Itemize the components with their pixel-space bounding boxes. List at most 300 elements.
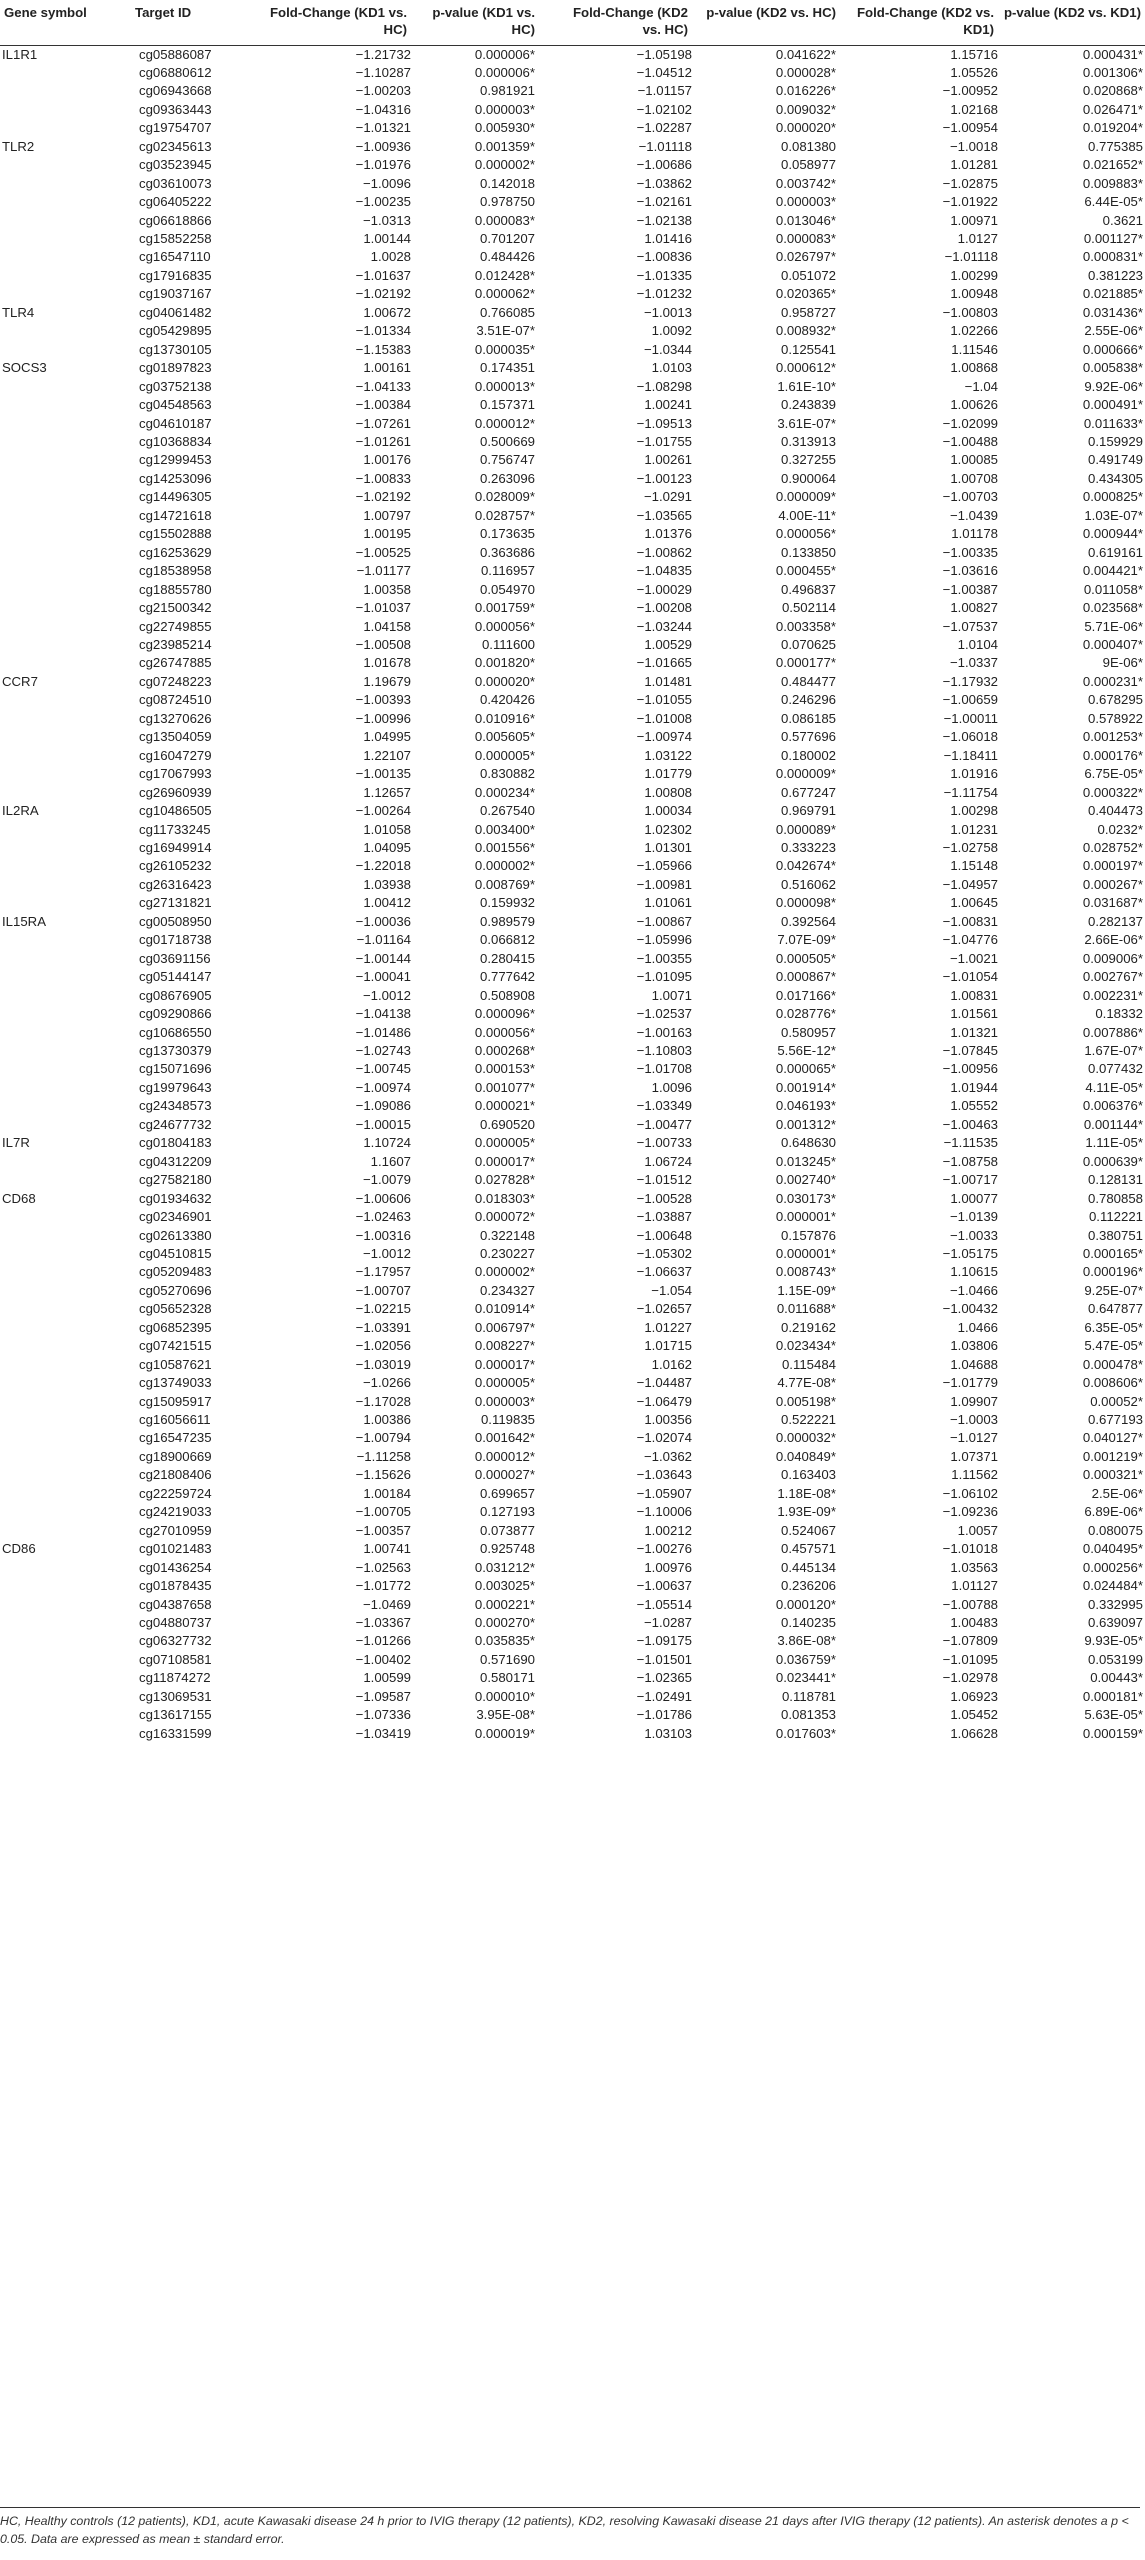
target-id-cell: cg05429895 xyxy=(139,323,212,339)
fold-change-kd2-hc-cell: −1.00637 xyxy=(636,1578,692,1594)
target-id-cell: cg18538958 xyxy=(139,563,212,579)
p-value-kd2-kd1-cell: 0.005838* xyxy=(1082,360,1143,376)
fold-change-kd2-kd1-cell: −1.0021 xyxy=(949,950,998,966)
fold-change-kd2-hc-cell: −1.0291 xyxy=(643,489,692,505)
fold-change-kd1-hc-cell: −1.02215 xyxy=(355,1301,411,1317)
target-id-cell: cg19979643 xyxy=(139,1079,212,1095)
fold-change-kd2-hc-cell: −1.00648 xyxy=(636,1227,692,1243)
p-value-kd1-hc-cell: 0.001759* xyxy=(474,600,535,616)
target-id-cell: cg08724510 xyxy=(139,692,212,708)
gene-symbol-cell xyxy=(0,1024,131,1042)
p-value-kd2-kd1-cell: 1.11E-05* xyxy=(1085,1135,1143,1151)
fold-change-kd2-kd1-cell: 1.00626 xyxy=(950,397,998,413)
p-value-kd2-hc-cell: 0.000001* xyxy=(775,1209,836,1225)
p-value-kd2-hc-cell: 0.011688* xyxy=(776,1301,836,1317)
p-value-kd2-kd1-cell: 0.619161 xyxy=(1087,544,1143,560)
target-id-cell: cg26960939 xyxy=(139,784,212,800)
gene-symbol-cell xyxy=(0,1596,131,1614)
p-value-kd1-hc-cell: 0.690520 xyxy=(479,1116,535,1132)
table-row xyxy=(0,359,1145,377)
fold-change-kd1-hc-cell: 1.04158 xyxy=(363,618,411,634)
gene-symbol-cell: CD68 xyxy=(2,1190,36,1206)
target-id-cell: cg06880612 xyxy=(139,64,212,80)
p-value-kd1-hc-cell: 0.005930* xyxy=(474,120,535,136)
fold-change-kd2-kd1-cell: 1.0104 xyxy=(957,637,998,652)
table-row xyxy=(0,1448,1145,1466)
fold-change-kd2-hc-cell: −1.00355 xyxy=(636,950,692,966)
target-id-cell: cg02345613 xyxy=(139,138,212,154)
gene-symbol-cell xyxy=(0,507,131,525)
table-row xyxy=(0,1503,1145,1521)
p-value-kd1-hc-cell: 0.699657 xyxy=(479,1485,535,1501)
p-value-kd1-hc-cell: 0.159932 xyxy=(479,895,535,911)
table-row xyxy=(0,1116,1145,1134)
table-row xyxy=(0,212,1145,230)
fold-change-kd2-hc-cell: −1.05302 xyxy=(636,1245,692,1261)
target-id-cell: cg08676905 xyxy=(139,987,212,1003)
target-id-cell: cg11874272 xyxy=(139,1670,211,1686)
fold-change-kd2-hc-cell: −1.05996 xyxy=(636,932,692,948)
p-value-kd2-hc-cell: 0.003358* xyxy=(775,618,836,634)
p-value-kd2-hc-cell: 0.000003* xyxy=(775,194,836,210)
fold-change-kd2-hc-cell: −1.02365 xyxy=(636,1670,692,1686)
p-value-kd2-kd1-cell: 2.5E-06* xyxy=(1091,1485,1143,1501)
p-value-kd1-hc-cell: 3.51E-07* xyxy=(476,323,535,339)
fold-change-kd1-hc-cell: −1.00357 xyxy=(355,1522,411,1538)
fold-change-kd1-hc-cell: −1.00015 xyxy=(355,1116,411,1132)
fold-change-kd2-hc-cell: −1.03244 xyxy=(636,618,692,634)
fold-change-kd2-hc-cell: −1.0013 xyxy=(643,304,692,320)
target-id-cell: cg16547235 xyxy=(139,1430,212,1446)
fold-change-kd2-kd1-cell: −1.08758 xyxy=(942,1153,998,1169)
fold-change-kd2-hc-cell: 1.00976 xyxy=(644,1559,692,1575)
fold-change-kd2-hc-cell: −1.00686 xyxy=(636,157,692,173)
target-id-cell: cg05209483 xyxy=(139,1264,212,1280)
fold-change-kd2-hc-cell: −1.00974 xyxy=(636,729,692,745)
fold-change-kd2-hc-cell: −1.09513 xyxy=(636,415,692,431)
target-id-cell: cg23985214 xyxy=(139,637,212,652)
gene-symbol-cell xyxy=(0,82,131,100)
p-value-kd2-hc-cell: 0.023434* xyxy=(775,1338,836,1354)
p-value-kd2-kd1-cell: 0.128131 xyxy=(1087,1172,1143,1188)
fold-change-kd2-hc-cell: −1.00836 xyxy=(636,249,692,265)
fold-change-kd2-hc-cell: −1.03862 xyxy=(636,175,692,191)
p-value-kd2-hc-cell: 0.000089* xyxy=(775,821,836,837)
target-id-cell: cg03691156 xyxy=(139,950,211,966)
fold-change-kd1-hc-cell: 1.00161 xyxy=(363,360,411,376)
fold-change-kd1-hc-cell: −1.00203 xyxy=(355,83,411,99)
p-value-kd1-hc-cell: 0.001359* xyxy=(474,138,535,154)
gene-symbol-cell xyxy=(0,636,131,654)
gene-symbol-cell xyxy=(0,1042,131,1060)
p-value-kd2-hc-cell: 0.577696 xyxy=(780,729,836,745)
target-id-cell: cg27131821 xyxy=(139,895,212,911)
table-row xyxy=(0,45,1145,64)
p-value-kd2-kd1-cell: 0.677193 xyxy=(1087,1412,1143,1428)
fold-change-kd2-hc-cell: −1.01755 xyxy=(636,434,692,450)
target-id-cell: cg01804183 xyxy=(139,1135,212,1151)
fold-change-kd2-hc-cell: 1.0092 xyxy=(651,323,692,339)
fold-change-kd1-hc-cell: −1.17028 xyxy=(355,1393,411,1409)
fold-change-kd1-hc-cell: −1.00794 xyxy=(355,1430,411,1446)
p-value-kd2-hc-cell: 0.036759* xyxy=(775,1651,836,1667)
p-value-kd2-kd1-cell: 0.011058* xyxy=(1083,581,1143,597)
fold-change-kd2-hc-cell: 1.03103 xyxy=(644,1725,692,1741)
target-id-cell: cg16253629 xyxy=(139,544,212,560)
p-value-kd2-hc-cell: 0.051072 xyxy=(780,267,836,283)
target-id-cell: cg01021483 xyxy=(139,1541,212,1557)
fold-change-kd1-hc-cell: −1.00393 xyxy=(355,692,411,708)
p-value-kd2-kd1-cell: 0.000231* xyxy=(1082,673,1143,689)
gene-symbol-cell xyxy=(0,1208,131,1226)
p-value-kd2-kd1-cell: 0.023568* xyxy=(1082,600,1143,616)
target-id-cell: cg17067993 xyxy=(139,766,212,782)
fold-change-kd2-kd1-cell: 1.01321 xyxy=(950,1024,998,1040)
fold-change-kd2-hc-cell: −1.10803 xyxy=(636,1042,692,1058)
gene-symbol-cell xyxy=(0,1706,131,1724)
p-value-kd1-hc-cell: 0.000027* xyxy=(474,1467,535,1483)
p-value-kd1-hc-cell: 0.363686 xyxy=(479,544,535,560)
gene-symbol-cell xyxy=(0,1116,131,1134)
table-row xyxy=(0,1319,1145,1337)
fold-change-kd2-hc-cell: 1.0096 xyxy=(651,1079,692,1095)
table-row xyxy=(0,101,1145,119)
fold-change-kd2-kd1-cell: 1.01231 xyxy=(950,821,998,837)
fold-change-kd2-hc-cell: −1.00276 xyxy=(636,1541,692,1557)
fold-change-kd1-hc-cell: −1.01177 xyxy=(356,563,411,579)
table-row xyxy=(0,1227,1145,1245)
fold-change-kd1-hc-cell: −1.11258 xyxy=(356,1448,411,1464)
gene-symbol-cell xyxy=(0,857,131,875)
table-row xyxy=(0,1559,1145,1577)
fold-change-kd2-kd1-cell: −1.01018 xyxy=(942,1541,998,1557)
fold-change-kd2-kd1-cell: 1.0057 xyxy=(957,1522,998,1538)
p-value-kd2-hc-cell: 0.017603* xyxy=(775,1725,836,1741)
p-value-kd2-hc-cell: 0.246296 xyxy=(780,692,836,708)
p-value-kd2-kd1-cell: 0.000831* xyxy=(1082,249,1143,265)
fold-change-kd1-hc-cell: 1.01058 xyxy=(363,821,411,837)
p-value-kd2-hc-cell: 4.77E-08* xyxy=(777,1375,836,1391)
header-p-kd2-hc: p-value (KD2 vs. HC) xyxy=(706,5,836,20)
gene-symbol-cell xyxy=(0,451,131,469)
fold-change-kd2-kd1-cell: −1.0127 xyxy=(949,1430,998,1446)
target-id-cell: cg06943668 xyxy=(139,83,212,99)
fold-change-kd1-hc-cell: −1.00606 xyxy=(355,1190,411,1206)
p-value-kd1-hc-cell: 0.000013* xyxy=(474,378,535,394)
p-value-kd2-kd1-cell: 9.92E-06* xyxy=(1084,378,1143,394)
target-id-cell: cg17916835 xyxy=(139,267,212,283)
fold-change-kd2-kd1-cell: −1.04 xyxy=(964,378,998,394)
p-value-kd2-hc-cell: 0.000009* xyxy=(775,489,836,505)
fold-change-kd2-kd1-cell: 1.01561 xyxy=(950,1006,998,1022)
p-value-kd2-kd1-cell: 0.002231* xyxy=(1082,987,1143,1003)
table-row xyxy=(0,1466,1145,1484)
table-row xyxy=(0,784,1145,802)
p-value-kd2-kd1-cell: 0.000165* xyxy=(1082,1245,1143,1261)
p-value-kd2-kd1-cell: 0.000478* xyxy=(1082,1356,1143,1372)
fold-change-kd2-kd1-cell: 1.04688 xyxy=(950,1356,998,1372)
table-row xyxy=(0,451,1145,469)
p-value-kd1-hc-cell: 0.925748 xyxy=(479,1541,535,1557)
fold-change-kd1-hc-cell: 1.04095 xyxy=(363,839,411,855)
fold-change-kd1-hc-cell: −1.01266 xyxy=(355,1633,411,1649)
fold-change-kd1-hc-cell: −1.00402 xyxy=(355,1651,411,1667)
table-row xyxy=(0,322,1145,340)
p-value-kd2-kd1-cell: 0.578922 xyxy=(1087,710,1143,726)
fold-change-kd2-kd1-cell: −1.00488 xyxy=(942,434,998,450)
p-value-kd2-hc-cell: 0.009032* xyxy=(775,101,836,117)
fold-change-kd2-hc-cell: −1.05198 xyxy=(636,46,692,62)
table-footnote: HC, Healthy controls (12 patients), KD1, acute Kawasaki disease 24 h prior to IVIG therapy (12 patients), KD2, resolving Kawasaki disease 21 days after IVIG therapy (12 patients). An asterisk denotes a p < 0.05. Data are expressed as mean ± standard error. xyxy=(0,2507,1140,2548)
fold-change-kd1-hc-cell: −1.01637 xyxy=(355,267,411,283)
table-row xyxy=(0,1300,1145,1318)
target-id-cell: cg01897823 xyxy=(139,360,212,376)
header-target-id: Target ID xyxy=(135,5,192,20)
gene-symbol-cell xyxy=(0,1245,131,1263)
gene-symbol-cell xyxy=(0,1060,131,1078)
fold-change-kd2-kd1-cell: −1.0139 xyxy=(949,1209,998,1225)
p-value-kd1-hc-cell: 0.027828* xyxy=(474,1172,535,1188)
p-value-kd2-kd1-cell: 0.019204* xyxy=(1082,120,1143,136)
p-value-kd1-hc-cell: 0.005605* xyxy=(474,729,535,745)
fold-change-kd2-kd1-cell: 1.01127 xyxy=(951,1578,998,1594)
table-row xyxy=(0,1411,1145,1429)
fold-change-kd1-hc-cell: −1.00036 xyxy=(355,913,411,929)
p-value-kd1-hc-cell: 0.010916* xyxy=(474,710,535,726)
fold-change-kd2-kd1-cell: 1.01944 xyxy=(950,1079,998,1095)
p-value-kd2-hc-cell: 0.219162 xyxy=(780,1319,836,1335)
p-value-kd1-hc-cell: 0.008769* xyxy=(474,876,535,892)
fold-change-kd2-hc-cell: −1.06637 xyxy=(636,1264,692,1280)
p-value-kd1-hc-cell: 0.981921 xyxy=(479,83,535,99)
target-id-cell: cg21500342 xyxy=(139,600,212,616)
table-row xyxy=(0,691,1145,709)
p-value-kd2-kd1-cell: 0.159929 xyxy=(1087,434,1143,450)
p-value-kd2-hc-cell: 0.000065* xyxy=(775,1061,836,1077)
fold-change-kd2-hc-cell: −1.00123 xyxy=(636,470,692,486)
target-id-cell: cg06327732 xyxy=(139,1633,212,1649)
p-value-kd2-hc-cell: 0.000612* xyxy=(775,360,836,376)
fold-change-kd2-kd1-cell: −1.07845 xyxy=(942,1042,998,1058)
target-id-cell: cg04061482 xyxy=(139,304,212,320)
p-value-kd1-hc-cell: 0.127193 xyxy=(479,1504,535,1520)
table-row xyxy=(0,138,1145,156)
p-value-kd2-kd1-cell: 0.00052* xyxy=(1090,1393,1143,1409)
p-value-kd1-hc-cell: 0.263096 xyxy=(479,470,535,486)
fold-change-kd1-hc-cell: 1.04995 xyxy=(363,729,411,745)
target-id-cell: cg10587621 xyxy=(139,1356,212,1372)
table-row xyxy=(0,1540,1145,1558)
target-id-cell: cg21808406 xyxy=(139,1467,212,1483)
target-id-cell: cg07248223 xyxy=(139,673,212,689)
p-value-kd2-hc-cell: 0.677247 xyxy=(780,784,836,800)
p-value-kd2-hc-cell: 0.000505* xyxy=(775,950,836,966)
fold-change-kd1-hc-cell: −1.00974 xyxy=(355,1079,411,1095)
p-value-kd2-hc-cell: 0.000032* xyxy=(775,1430,836,1446)
table-row xyxy=(0,507,1145,525)
p-value-kd1-hc-cell: 0.000056* xyxy=(474,1024,535,1040)
table-row xyxy=(0,1614,1145,1632)
fold-change-kd2-hc-cell: −1.04835 xyxy=(636,563,692,579)
target-id-cell: cg13069531 xyxy=(139,1688,212,1704)
gene-symbol-cell xyxy=(0,1263,131,1281)
p-value-kd2-hc-cell: 0.000455* xyxy=(775,563,836,579)
gene-symbol-cell xyxy=(0,691,131,709)
gene-symbol-cell xyxy=(0,433,131,451)
p-value-kd2-kd1-cell: 0.031436* xyxy=(1082,304,1143,320)
p-value-kd1-hc-cell: 0.000017* xyxy=(474,1153,535,1169)
table-row xyxy=(0,248,1145,266)
p-value-kd1-hc-cell: 0.173635 xyxy=(479,526,535,542)
fold-change-kd2-kd1-cell: −1.0033 xyxy=(949,1227,998,1243)
fold-change-kd2-kd1-cell: −1.03616 xyxy=(942,563,998,579)
p-value-kd2-kd1-cell: 0.780858 xyxy=(1087,1190,1143,1206)
p-value-kd1-hc-cell: 3.95E-08* xyxy=(476,1707,535,1723)
p-value-kd2-hc-cell: 0.020365* xyxy=(775,286,836,302)
target-id-cell: cg16331599 xyxy=(139,1725,212,1741)
table-row xyxy=(0,1171,1145,1189)
gene-symbol-cell xyxy=(0,1227,131,1245)
fold-change-kd2-hc-cell: −1.01157 xyxy=(637,83,692,99)
p-value-kd2-hc-cell: 1.93E-09* xyxy=(777,1504,836,1520)
target-id-cell: cg12999453 xyxy=(139,452,212,468)
gene-symbol-cell xyxy=(0,1337,131,1355)
header-row xyxy=(0,0,1145,45)
target-id-cell: cg01718738 xyxy=(139,932,212,948)
p-value-kd2-hc-cell: 0.028776* xyxy=(775,1006,836,1022)
gene-symbol-cell xyxy=(0,267,131,285)
fold-change-kd2-hc-cell: 1.01227 xyxy=(644,1319,692,1335)
fold-change-kd2-hc-cell: −1.00029 xyxy=(636,581,692,597)
target-id-cell: cg04312209 xyxy=(139,1153,212,1169)
fold-change-kd2-kd1-cell: 1.02168 xyxy=(950,101,998,117)
fold-change-kd1-hc-cell: −1.01772 xyxy=(355,1578,411,1594)
gene-symbol-cell: CD86 xyxy=(2,1541,36,1557)
p-value-kd1-hc-cell: 0.000268* xyxy=(474,1042,535,1058)
p-value-kd1-hc-cell: 0.267540 xyxy=(479,803,535,819)
target-id-cell: cg16047279 xyxy=(139,747,212,763)
fold-change-kd2-kd1-cell: −1.01118 xyxy=(944,249,998,265)
target-id-cell: cg13749033 xyxy=(139,1375,212,1391)
p-value-kd2-kd1-cell: 0.000176* xyxy=(1082,747,1143,763)
fold-change-kd2-kd1-cell: 1.01178 xyxy=(951,526,998,542)
p-value-kd2-kd1-cell: 0.3621 xyxy=(1102,212,1143,228)
p-value-kd2-kd1-cell: 9E-06* xyxy=(1102,655,1143,671)
p-value-kd2-hc-cell: 0.040849* xyxy=(775,1448,836,1464)
p-value-kd1-hc-cell: 0.508908 xyxy=(479,987,535,1003)
fold-change-kd2-kd1-cell: 1.00077 xyxy=(950,1190,998,1206)
p-value-kd2-hc-cell: 0.157876 xyxy=(780,1227,836,1243)
target-id-cell: cg09290866 xyxy=(139,1006,212,1022)
p-value-kd2-hc-cell: 3.61E-07* xyxy=(777,415,836,431)
table-row xyxy=(0,765,1145,783)
table-row xyxy=(0,1596,1145,1614)
target-id-cell: cg05144147 xyxy=(139,969,212,985)
p-value-kd1-hc-cell: 0.978750 xyxy=(479,194,535,210)
p-value-kd2-hc-cell: 0.516062 xyxy=(780,876,836,892)
target-id-cell: cg07421515 xyxy=(139,1338,212,1354)
fold-change-kd2-hc-cell: −1.02074 xyxy=(636,1430,692,1446)
fold-change-kd1-hc-cell: 1.1607 xyxy=(370,1153,411,1169)
fold-change-kd2-hc-cell: −1.00528 xyxy=(636,1190,692,1206)
fold-change-kd2-hc-cell: −1.00208 xyxy=(636,600,692,616)
p-value-kd2-hc-cell: 0.005198* xyxy=(775,1393,836,1409)
fold-change-kd1-hc-cell: −1.03419 xyxy=(355,1725,411,1741)
p-value-kd2-kd1-cell: 0.006376* xyxy=(1082,1098,1143,1114)
p-value-kd1-hc-cell: 0.000005* xyxy=(474,1375,535,1391)
target-id-cell: cg19754707 xyxy=(139,120,212,136)
table-row xyxy=(0,1688,1145,1706)
fold-change-kd1-hc-cell: −1.01321 xyxy=(355,120,411,136)
target-id-cell: cg22749855 xyxy=(139,618,212,634)
p-value-kd2-hc-cell: 3.86E-08* xyxy=(777,1633,836,1649)
p-value-kd2-hc-cell: 0.180002 xyxy=(780,747,836,763)
fold-change-kd1-hc-cell: −1.09086 xyxy=(355,1098,411,1114)
fold-change-kd2-kd1-cell: 1.00827 xyxy=(950,600,998,616)
fold-change-kd1-hc-cell: 1.00358 xyxy=(363,581,411,597)
target-id-cell: cg15095917 xyxy=(139,1393,212,1409)
target-id-cell: cg15852258 xyxy=(139,231,212,247)
target-id-cell: cg24348573 xyxy=(139,1098,212,1114)
gene-symbol-cell xyxy=(0,1153,131,1171)
fold-change-kd1-hc-cell: −1.03019 xyxy=(355,1356,411,1372)
p-value-kd2-hc-cell: 1.15E-09* xyxy=(777,1282,836,1298)
p-value-kd2-hc-cell: 0.017166* xyxy=(775,987,836,1003)
fold-change-kd2-kd1-cell: 1.03806 xyxy=(950,1338,998,1354)
p-value-kd1-hc-cell: 0.157371 xyxy=(479,397,535,413)
fold-change-kd2-kd1-cell: 1.0466 xyxy=(957,1319,998,1335)
fold-change-kd2-kd1-cell: −1.04957 xyxy=(942,876,998,892)
p-value-kd1-hc-cell: 0.280415 xyxy=(479,950,535,966)
fold-change-kd2-kd1-cell: −1.00803 xyxy=(942,304,998,320)
fold-change-kd1-hc-cell: −1.22018 xyxy=(355,858,411,874)
p-value-kd2-hc-cell: 0.000009* xyxy=(775,766,836,782)
fold-change-kd1-hc-cell: −1.02743 xyxy=(355,1042,411,1058)
gene-symbol-cell: IL15RA xyxy=(2,913,46,929)
fold-change-kd2-hc-cell: −1.01786 xyxy=(636,1707,692,1723)
table-row xyxy=(0,64,1145,82)
p-value-kd2-hc-cell: 0.013046* xyxy=(775,212,836,228)
gene-symbol-cell xyxy=(0,415,131,433)
p-value-kd2-kd1-cell: 0.18332 xyxy=(1095,1006,1143,1022)
p-value-kd2-kd1-cell: 0.031687* xyxy=(1082,895,1143,911)
table-row xyxy=(0,82,1145,100)
target-id-cell: cg14496305 xyxy=(139,489,212,505)
fold-change-kd1-hc-cell: 1.03938 xyxy=(363,876,411,892)
p-value-kd2-kd1-cell: 0.000196* xyxy=(1082,1264,1143,1280)
fold-change-kd2-kd1-cell: 1.01916 xyxy=(950,766,998,782)
p-value-kd2-hc-cell: 0.000177* xyxy=(775,655,836,671)
gene-symbol-cell xyxy=(0,248,131,266)
fold-change-kd2-kd1-cell: −1.04776 xyxy=(942,932,998,948)
table-row xyxy=(0,1060,1145,1078)
p-value-kd1-hc-cell: 0.174351 xyxy=(479,360,535,376)
gene-symbol-cell xyxy=(0,1005,131,1023)
fold-change-kd1-hc-cell: 1.22107 xyxy=(363,747,411,763)
table-row xyxy=(0,378,1145,396)
p-value-kd2-kd1-cell: 0.404473 xyxy=(1087,803,1143,819)
fold-change-kd1-hc-cell: −1.00525 xyxy=(355,544,411,560)
table-row xyxy=(0,654,1145,672)
fold-change-kd1-hc-cell: −1.00235 xyxy=(355,194,411,210)
p-value-kd2-kd1-cell: 5.47E-05* xyxy=(1084,1338,1143,1354)
gene-symbol-cell: TLR4 xyxy=(2,304,35,320)
gene-symbol-cell xyxy=(0,765,131,783)
p-value-kd2-kd1-cell: 0.021652* xyxy=(1082,157,1143,173)
header-p-kd1-hc: p-value (KD1 vs. HC) xyxy=(432,5,535,37)
gene-symbol-cell xyxy=(0,1651,131,1669)
fold-change-kd2-kd1-cell: −1.11754 xyxy=(943,784,998,800)
